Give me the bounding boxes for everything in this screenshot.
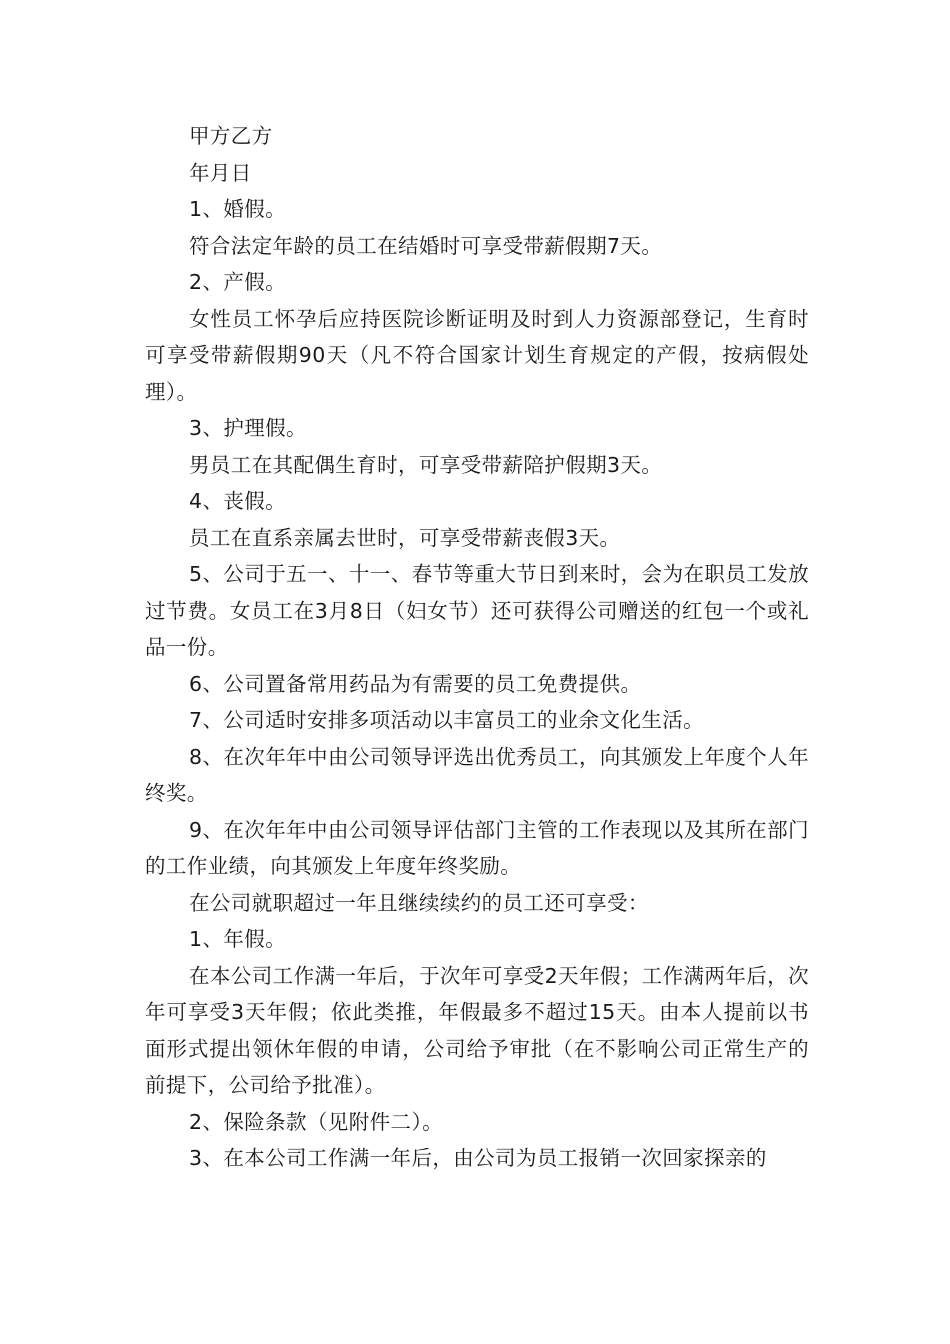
paragraph-insurance: 2、保险条款（见附件二）。 bbox=[189, 1109, 443, 1134]
paragraph-holiday-bonus: 5、公司于五一、十一、春节等重大节日到来时，会为在职员工发放过节费。女员工在3月8日（妇女节）还可获得公司赠送的红包一个或礼品一份。 bbox=[145, 562, 809, 659]
paragraph-employee-award: 8、在次年年中由公司领导评选出优秀员工，向其颁发上年度个人年终奖。 bbox=[145, 744, 809, 805]
heading-marriage-leave: 1、婚假。 bbox=[189, 197, 287, 221]
paragraph-one-year-intro: 在公司就职超过一年且继续续约的员工还可享受： bbox=[189, 890, 649, 915]
paragraph-manager-award: 9、在次年年中由公司领导评估部门主管的工作表现以及其所在部门的工作业绩，向其颁发上年度年终奖励。 bbox=[145, 817, 809, 878]
heading-maternity-leave: 2、产假。 bbox=[189, 270, 287, 294]
heading-nursing-leave: 3、护理假。 bbox=[189, 416, 307, 440]
paragraph-maternity-leave: 女性员工怀孕后应持医院诊断证明及时到人力资源部登记，生育时可享受带薪假期90天（凡不符合国家计划生育规定的产假，按病假处理）。 bbox=[145, 306, 809, 404]
paragraph-medicine: 6、公司置备常用药品为有需要的员工免费提供。 bbox=[189, 671, 642, 696]
date-line: 年月日 bbox=[189, 160, 252, 185]
heading-annual-leave: 1、年假。 bbox=[189, 927, 287, 951]
paragraph-annual-leave: 在本公司工作满一年后，于次年可享受2天年假；工作满两年后，次年可享受3天年假；依此类推，年假最多不超过15天。由本人提前以书面形式提出领休年假的申请，公司给予审批（在不影响公司正常生产的前提下，公司给予批准）。 bbox=[145, 963, 809, 1097]
paragraph-home-visit: 3、在本公司工作满一年后，由公司为员工报销一次回家探亲的 bbox=[189, 1146, 767, 1170]
paragraph-activities: 7、公司适时安排多项活动以丰富员工的业余文化生活。 bbox=[189, 708, 705, 732]
document-page bbox=[145, 118, 809, 1177]
signature-line: 甲方乙方 bbox=[189, 124, 273, 148]
paragraph-bereavement-leave: 员工在直系亲属去世时，可享受带薪丧假3天。 bbox=[189, 525, 621, 550]
heading-bereavement-leave: 4、丧假。 bbox=[189, 489, 287, 513]
paragraph-nursing-leave: 男员工在其配偶生育时，可享受带薪陪护假期3天。 bbox=[189, 452, 663, 477]
paragraph-marriage-leave: 符合法定年龄的员工在结婚时可享受带薪假期7天。 bbox=[189, 233, 663, 258]
